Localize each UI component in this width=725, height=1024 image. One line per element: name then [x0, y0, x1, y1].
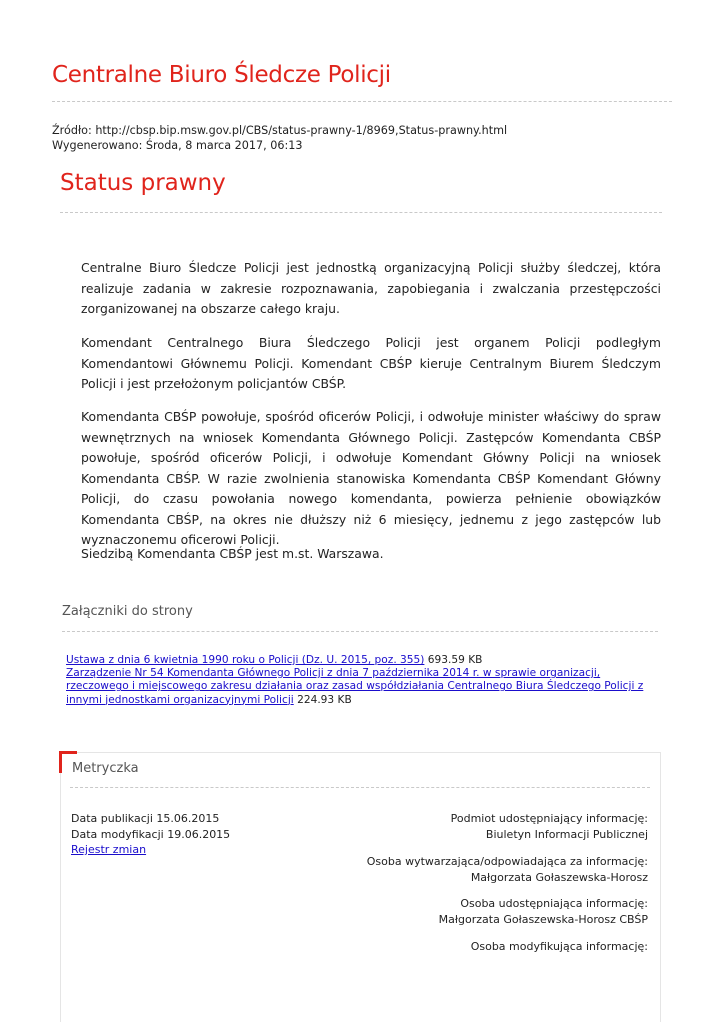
attachments-list	[66, 654, 662, 707]
attachment-item	[66, 667, 662, 707]
creator-value: Małgorzata Gołaszewska-Horosz	[470, 871, 648, 884]
attachment-link[interactable]: Ustawa z dnia 6 kwietnia 1990 roku o Policji (Dz. U. 2015, poz. 355)	[66, 654, 425, 666]
paragraph-text: Komendant Centralnego Biura Śledczego Policji jest organem Policji podległym Komendantowi Głównemu Policji. Komendant CBŚP kieruje Centralnym Biurem Śledczym Policji i jest przełożonym policjantów CBŚP.	[81, 335, 661, 391]
modification-date: Data modyfikacji 19.06.2015	[71, 828, 231, 841]
sharer-label: Osoba udostępniająca informację:	[460, 897, 648, 910]
metryczka-heading: Metryczka	[72, 761, 139, 776]
modifier-label: Osoba modyfikująca informację:	[470, 940, 648, 953]
changes-register	[71, 843, 146, 856]
content-paragraph	[81, 333, 661, 395]
source-line: Źródło: http://cbsp.bip.msw.gov.pl/CBS/status-prawny-1/8969,Status-prawny.html	[52, 124, 508, 137]
divider	[52, 101, 672, 102]
corner-accent	[59, 751, 62, 773]
metryczka-box	[60, 752, 661, 1022]
sharer-value: Małgorzata Gołaszewska-Horosz CBŚP	[438, 913, 648, 926]
attachment-link[interactable]: Zarządzenie Nr 54 Komendanta Głównego Policji z dnia 7 października 2014 r. w sprawie organizacji, rzeczowego i miejscowego zakresu działania oraz zasad współdziałania Centralnego Biura Śledczego Policji z innymi jednostkami organizacyjnymi Policji	[66, 667, 644, 706]
divider	[70, 787, 650, 788]
page-title: Status prawny	[60, 170, 226, 196]
paragraph-text: Centralne Biuro Śledcze Policji jest jednostką organizacyjną Policji służby śledczej, która realizuje zadania w zakresie rozpoznawania, zapobiegania i zwalczania przestępczości zorganizowanej na obszarze całego kraju.	[81, 260, 661, 316]
divider	[60, 212, 662, 213]
corner-accent	[59, 751, 77, 754]
provider-label: Podmiot udostępniający informację:	[450, 812, 648, 825]
attachment-size: 224.93 KB	[297, 693, 352, 706]
attachments-heading: Załączniki do strony	[62, 604, 193, 619]
divider	[62, 631, 658, 632]
paragraph-text: Siedzibą Komendanta CBŚP jest m.st. Warszawa.	[81, 546, 384, 561]
creator-label: Osoba wytwarzająca/odpowiadająca za informację:	[366, 855, 648, 868]
content-paragraph	[81, 407, 661, 551]
attachment-size: 693.59 KB	[427, 654, 483, 666]
paragraph-text: Komendanta CBŚP powołuje, spośród oficerów Policji, i odwołuje minister właściwy do spraw wewnętrznych na wniosek Komendanta Głównego Policji. Zastępców Komendanta CBŚP powołuje, spośród oficerów Policji, i odwołuje Komendant Główny Policji na wniosek Komendanta CBŚP. W razie zwolnienia stanowiska Komendanta CBŚP Komendant Główny Policji, do czasu powołania nowego komendanta, powierza pełnienie obowiązków Komendanta CBŚP, na okres nie dłuższy niż 6 miesięcy, jednemu z jego zastępców lub wyznaczonemu oficerowi Policji.	[81, 409, 661, 547]
changes-register-link[interactable]: Rejestr zmian	[71, 843, 147, 856]
generated-line: Wygenerowano: Środa, 8 marca 2017, 06:13	[52, 139, 303, 152]
site-title: Centralne Biuro Śledcze Policji	[52, 62, 391, 88]
publication-date: Data publikacji 15.06.2015	[71, 812, 220, 825]
content-paragraph	[81, 544, 661, 565]
content-paragraph	[81, 258, 661, 320]
attachment-item	[66, 654, 662, 667]
provider-value: Biuletyn Informacji Publicznej	[485, 828, 648, 841]
